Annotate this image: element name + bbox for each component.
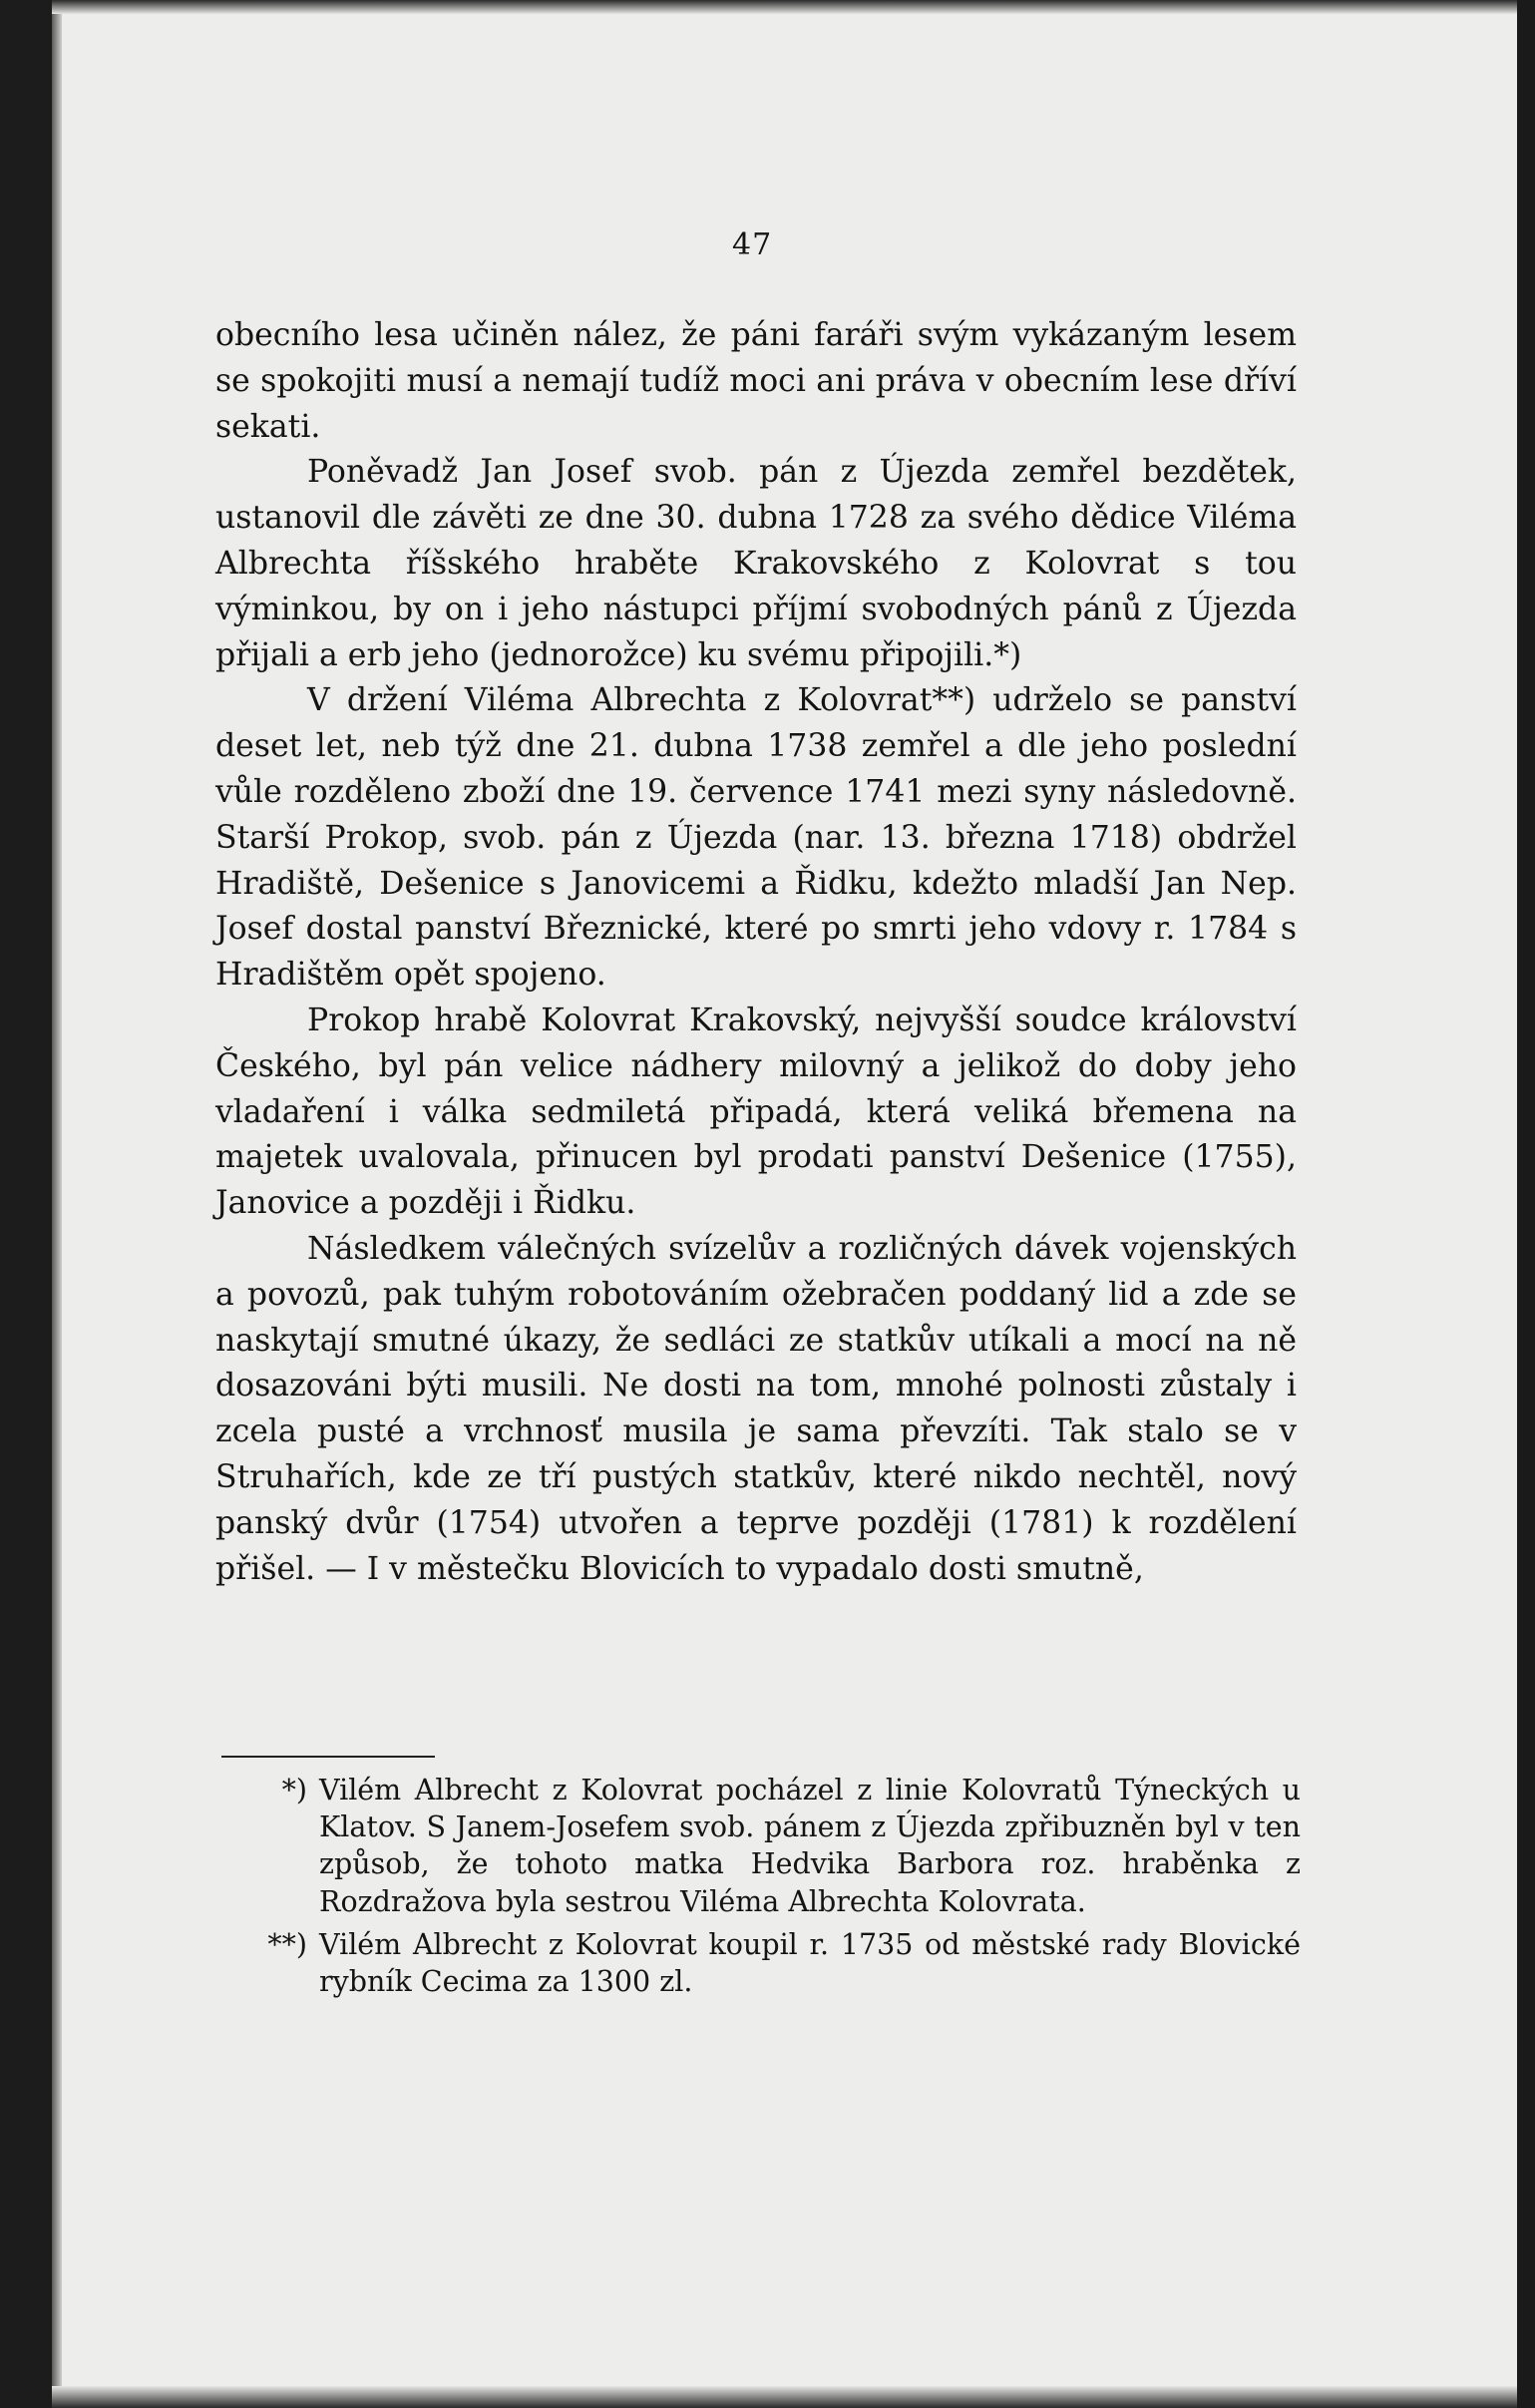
page-number: 47 [732, 227, 773, 262]
paragraph: V držení Viléma Albrechta z Kolovrat**) udrželo se panství deset let, neb týž dne 21. dubna 1738 zemřel a dle jeho poslední vůle rozděleno zboží dne 19. července 1741 mezi syny následovně. Starší Prokop, svob. pán z Újezda (nar. 13. března 1718) obdržel Hradiště, Dešenice s Janovicemi a Řidku, kdežto mladší Jan Nep. Josef dostal panství Březnické, které po smrti jeho vdovy r. 1784 s Hradištěm opět spojeno. [215, 682, 1297, 994]
page-top-edge [52, 0, 1517, 14]
footnote-marker: *) [281, 1774, 307, 1806]
page-left-edge [52, 0, 62, 2408]
scan-left-margin [0, 0, 52, 2408]
body-text [215, 313, 1297, 1592]
page-bottom-edge [52, 2386, 1517, 2408]
paragraph: obecního lesa učiněn nález, že páni faráři svým vykázaným lesem se spokojiti musí a nemají tudíž moci ani práva v obecním lese dříví sekati. [215, 317, 1297, 445]
paragraph: Následkem válečných svízelův a rozličných dávek vojenských a povozů, pak tuhým robotováním ožebračen poddaný lid a zde se naskytají smutné úkazy, že sedláci ze statkův utíkali a mocí na ně dosazováni býti musili. Ne dosti na tom, mnohé polnosti zůstaly i zcela pusté a vrchnosť musila je sama převzíti. Tak stalo se v Struhařích, kde ze tří pustých statkův, které nikdo nechtěl, nový panský dvůr (1754) utvořen a teprve později (1781) k rozdělení přišel. — I v městečku Blovicích to vypadalo dosti smutně, [215, 1230, 1297, 1587]
footnote-text: Vilém Albrecht z Kolovrat pocházel z linie Kolovratů Týneckých u Klatov. S Janem-Josefem svob. pánem z Újezda zpřibuzněn byl v ten způsob, že tohoto matka Hedvika Barbora roz. hraběnka z Rozdražova byla sestrou Viléma Albrechta Kolovrata. [319, 1774, 1301, 1918]
paragraph: Poněvadž Jan Josef svob. pán z Újezda zemřel bezdětek, ustanovil dle závěti ze dne 30. dubna 1728 za svého dědice Viléma Albrechta říšského hraběte Krakovského z Kolovrat s tou výminkou, by on i jeho nástupci příjmí svobodných pánů z Újezda přijali a erb jeho (jednorožce) ku svému připojili.*) [215, 454, 1297, 673]
paragraph: Prokop hrabě Kolovrat Krakovský, nejvyšší soudce království Českého, byl pán velice nádhery milovný a jelikož do doby jeho vladaření i válka sedmiletá připadá, která veliká břemena na majetek uvalovala, přinucen byl prodati panství Dešenice (1755), Janovice a později i Řidku. [215, 1002, 1297, 1222]
footnote [243, 1772, 1301, 1920]
scan-right-margin [1517, 0, 1535, 2408]
footnote-separator [221, 1756, 435, 1758]
footnotes [243, 1772, 1301, 2006]
footnote-marker: **) [267, 1927, 307, 1961]
footnote-text: Vilém Albrecht z Kolovrat koupil r. 1735 od městské rady Blovické rybník Cecima za 1300 zl. [319, 1927, 1301, 1999]
footnote [243, 1926, 1301, 2000]
